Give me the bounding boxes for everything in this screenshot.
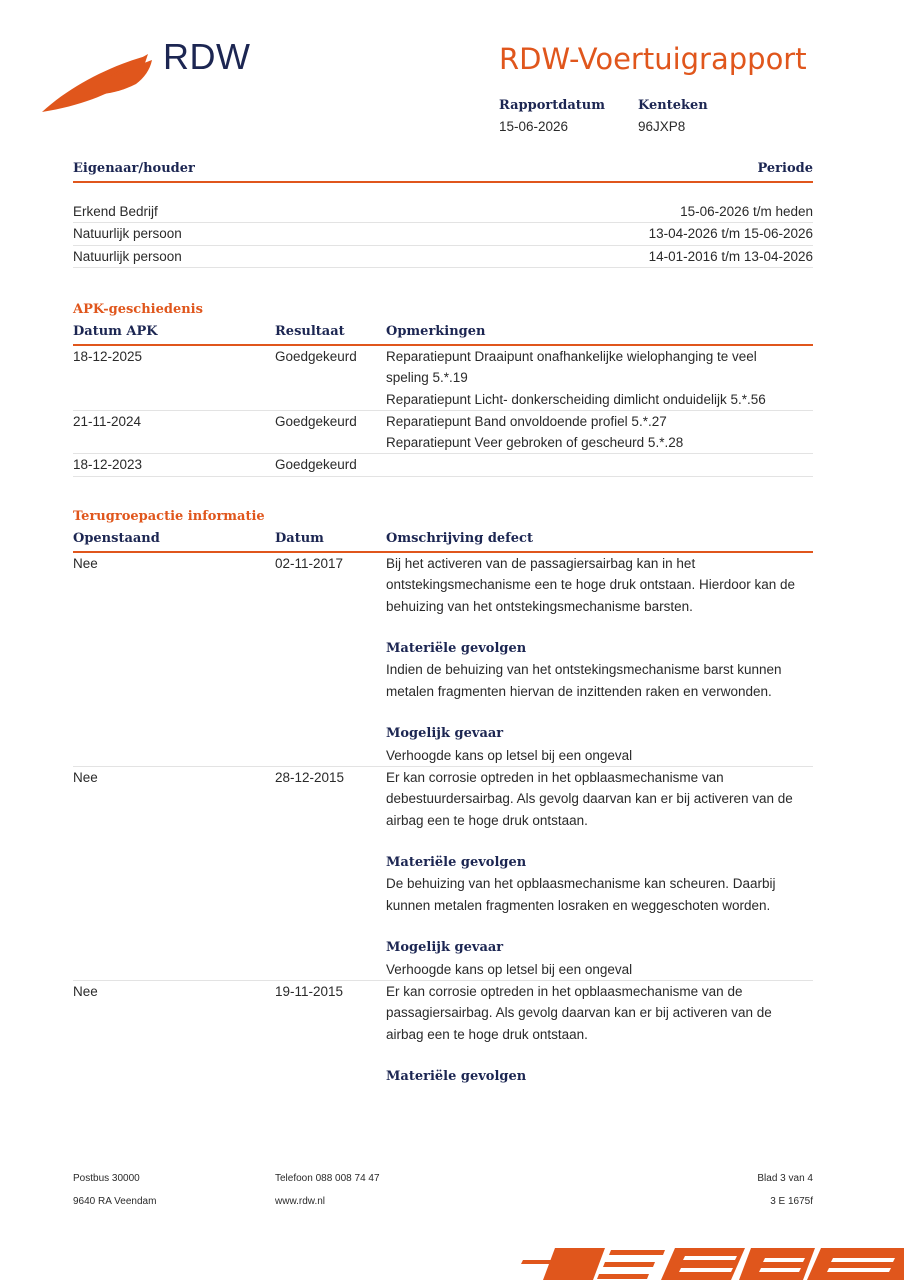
material-consequences-heading: Materiële gevolgen <box>386 641 527 657</box>
recall-row <box>73 553 813 767</box>
footer-stripes-graphic-icon <box>515 1238 904 1280</box>
apk-remark-line: Reparatiepunt Licht- donkerscheiding dimlicht onduidelijk 5.*.56 <box>386 391 766 407</box>
apk-date-col-header: Datum APK <box>73 324 158 339</box>
owners-section <box>73 159 813 268</box>
footer-address1: Postbus 30000 <box>73 1173 140 1184</box>
page-title: RDW-Voertuigrapport <box>499 42 807 76</box>
owner-row <box>73 223 813 245</box>
apk-remark-line <box>386 454 813 475</box>
apk-remark-line: Reparatiepunt Draaipunt onafhankelijke wielophanging te veel <box>386 349 757 364</box>
apk-rows <box>73 346 813 477</box>
apk-title: APK-geschiedenis <box>73 302 203 317</box>
apk-date: 18-12-2023 <box>73 457 143 473</box>
owner-row <box>73 246 813 268</box>
material-consequences-heading: Materiële gevolgen <box>386 1069 527 1085</box>
apk-section <box>73 302 813 477</box>
recall-open: Nee <box>73 556 98 571</box>
apk-result: Goedgekeurd <box>275 457 357 473</box>
apk-row <box>73 454 813 476</box>
spacer <box>386 617 813 638</box>
recall-description <box>386 981 813 1087</box>
recall-desc-line: Er kan corrosie optreden in het opblaasmechanisme van de <box>386 984 743 999</box>
apk-result-col-header: Resultaat <box>275 324 345 339</box>
spacer <box>386 1045 813 1066</box>
recall-rows <box>73 553 813 1088</box>
apk-result: Goedgekeurd <box>275 349 357 364</box>
spacer <box>386 831 813 852</box>
recall-date: 28-12-2015 <box>275 770 345 785</box>
rapportdatum-label: Rapportdatum <box>499 98 605 113</box>
apk-remarks <box>386 454 813 475</box>
kenteken-label: Kenteken <box>638 98 708 113</box>
recall-desc-line: passagiersairbag. Als gevolg daarvan kan er bij activeren van de <box>386 1005 772 1021</box>
recall-desc-line: Bij het activeren van de passagiersairbag kan in het <box>386 556 696 571</box>
footer-page: Blad 3 van 4 <box>757 1173 813 1184</box>
possible-danger-heading: Mogelijk gevaar <box>386 940 504 956</box>
owner-period: 13-04-2026 t/m 15-06-2026 <box>648 226 813 242</box>
material-consequences-line: metalen fragmenten hiervan de inzittenden raken en verwonden. <box>386 683 772 699</box>
recall-open: Nee <box>73 984 98 999</box>
recall-header <box>73 529 813 553</box>
apk-remarks <box>386 346 813 410</box>
recall-title: Terugroepactie informatie <box>73 509 265 524</box>
rapportdatum-value: 15-06-2026 <box>499 119 569 134</box>
possible-danger-line: Verhoogde kans op letsel bij een ongeval <box>386 961 633 977</box>
owners-header <box>73 159 813 183</box>
recall-desc-col-header: Omschrijving defect <box>386 531 533 546</box>
footer-address2: 9640 RA Veendam <box>73 1196 157 1207</box>
recall-description <box>386 553 813 766</box>
logo-text: RDW <box>163 36 251 77</box>
recall-section <box>73 509 813 1088</box>
material-consequences-heading: Materiële gevolgen <box>386 855 527 871</box>
owner-row <box>73 201 813 223</box>
period-col-header: Periode <box>757 161 813 176</box>
apk-date: 18-12-2025 <box>73 349 143 364</box>
owner-period: 15-06-2026 t/m heden <box>680 204 813 219</box>
apk-remark-line: Reparatiepunt Veer gebroken of gescheurd 5.*.28 <box>386 435 684 451</box>
recall-row <box>73 981 813 1088</box>
apk-remark-line: speling 5.*.19 <box>386 370 468 386</box>
material-consequences-line: De behuizing van het opblaasmechanisme kan scheuren. Daarbij <box>386 876 776 892</box>
footer-code: 3 E 1675f <box>770 1196 813 1207</box>
owner-type: Erkend Bedrijf <box>73 204 158 219</box>
footer-web[interactable]: www.rdw.nl <box>275 1196 326 1207</box>
spacer <box>386 916 813 937</box>
kenteken-value: 96JXP8 <box>638 119 686 134</box>
apk-result: Goedgekeurd <box>275 413 357 429</box>
apk-row <box>73 346 813 411</box>
recall-open-col-header: Openstaand <box>73 531 160 546</box>
recall-desc-line: airbag een te hoge druk ontstaan. <box>386 1026 588 1042</box>
footer-phone: Telefoon 088 008 74 47 <box>275 1173 380 1184</box>
recall-desc-line: debestuurdersairbag. Als gevolg daarvan kan er bij activeren van de <box>386 791 793 807</box>
owner-type: Natuurlijk persoon <box>73 248 182 264</box>
recall-date: 19-11-2015 <box>275 984 344 999</box>
recall-description <box>386 767 813 980</box>
owner-period: 14-01-2016 t/m 13-04-2026 <box>648 248 813 264</box>
recall-desc-line: airbag een te hoge druk ontstaan. <box>386 812 588 828</box>
owner-type: Natuurlijk persoon <box>73 226 182 242</box>
owner-col-header: Eigenaar/houder <box>73 161 195 176</box>
recall-desc-line: ontstekingsmechanisme een te hoge druk ontstaan. Hierdoor kan de <box>386 577 796 593</box>
apk-header <box>73 322 813 346</box>
recall-date: 02-11-2017 <box>275 556 344 571</box>
apk-remark-line: Reparatiepunt Band onvoldoende profiel 5.*.27 <box>386 413 667 429</box>
recall-row <box>73 767 813 981</box>
recall-open: Nee <box>73 770 98 785</box>
apk-row <box>73 411 813 455</box>
possible-danger-heading: Mogelijk gevaar <box>386 726 504 742</box>
apk-remarks-col-header: Opmerkingen <box>386 324 486 339</box>
spacer <box>386 702 813 723</box>
material-consequences-line: Indien de behuizing van het ontstekingsmechanisme barst kunnen <box>386 662 782 678</box>
apk-remarks <box>386 411 813 454</box>
material-consequences-line: kunnen metalen fragmenten losraken en weggeschoten worden. <box>386 897 771 913</box>
owners-rows <box>73 201 813 268</box>
recall-desc-line: behuizing van het ontstekingsmechanisme barsten. <box>386 598 693 614</box>
recall-desc-line: Er kan corrosie optreden in het opblaasmechanisme van <box>386 770 724 785</box>
possible-danger-line: Verhoogde kans op letsel bij een ongeval <box>386 747 633 763</box>
apk-date: 21-11-2024 <box>73 413 142 429</box>
recall-date-col-header: Datum <box>275 531 324 546</box>
